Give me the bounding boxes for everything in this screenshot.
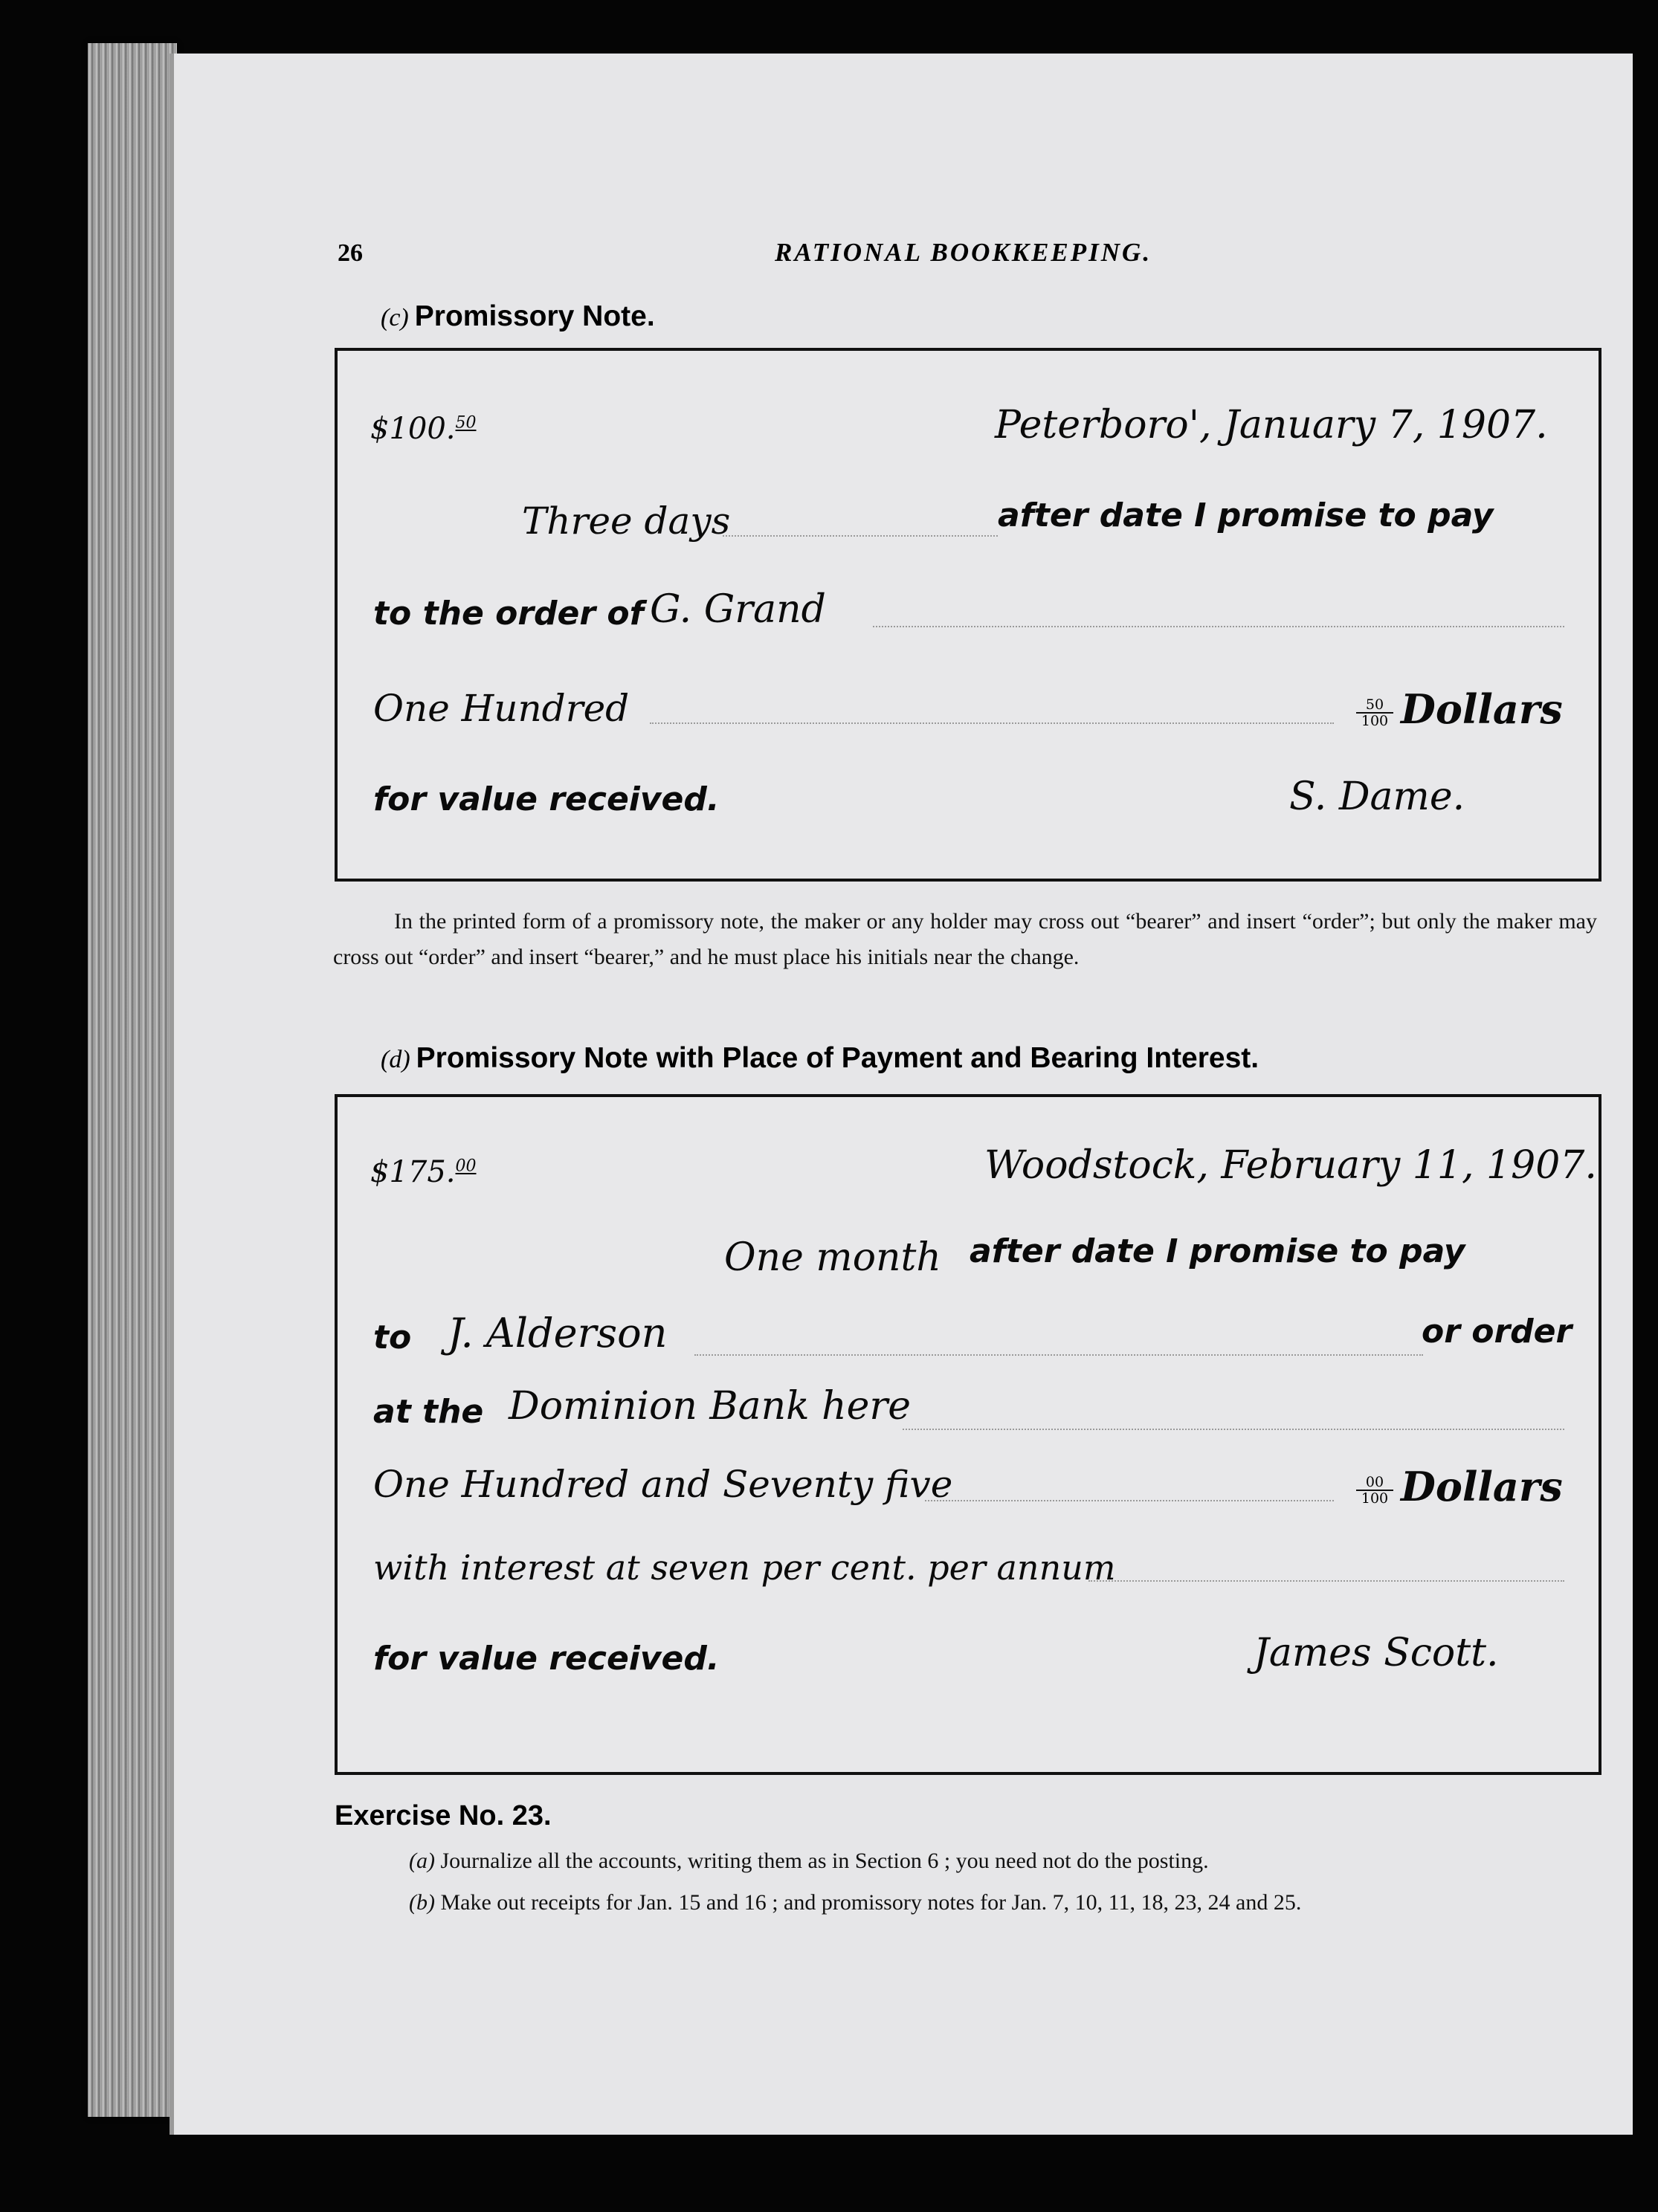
page-edges [88, 43, 177, 2117]
explanation-paragraph: In the printed form of a promissory note, the maker or any holder may cross out “bearer” and insert “order”; but only the maker may cross out “order” and insert “bearer,” and he must place his initials near the change. [333, 909, 1597, 969]
note-d-payee: J. Alderson [448, 1310, 668, 1356]
note-d-after-date: after date I promise to pay [970, 1232, 1465, 1270]
note-c-after-date: after date I promise to pay [998, 497, 1494, 534]
note-d-place-date: Woodstock, February 11, 1907. [984, 1143, 1597, 1188]
note-d-value-received: for value received. [373, 1640, 720, 1678]
note-c-signature: S. Dame. [1289, 774, 1465, 819]
note-c-payee: G. Grand [650, 587, 826, 632]
note-c-value-received: for value received. [373, 780, 720, 818]
book-page [170, 54, 1633, 2135]
note-d-signature: James Scott. [1254, 1631, 1499, 1675]
note-d-cents-fraction: $\frac{00}{100}$ [1356, 1475, 1393, 1506]
section-d-title: Promissory Note with Place of Payment and Bearing Interest. [416, 1042, 1259, 1074]
page-number: 26 [338, 239, 363, 267]
note-d-bank: Dominion Bank here [509, 1384, 912, 1429]
note-c-to-order: to the order of [373, 595, 644, 633]
note-c-place-date: Peterboro', January 7, 1907. [995, 403, 1548, 447]
section-d-heading [381, 1042, 1259, 1075]
note-c-cents-fraction: $\frac{50}{100}$ [1356, 697, 1393, 728]
section-c-heading [381, 300, 655, 333]
section-d-label: (d) [381, 1046, 410, 1073]
note-c-dollars: Dollars [1401, 685, 1563, 733]
note-c-amount: $100.50 [370, 412, 477, 446]
note-d-or-order: or order [1422, 1313, 1572, 1351]
note-d-to: to [373, 1319, 412, 1356]
section-c-label: (c) [381, 304, 409, 332]
section-c-title: Promissory Note. [414, 300, 655, 332]
exercise-item-b: (b) Make out receipts for Jan. 15 and 16 ; and promissory notes for Jan. 7, 10, 11, 18, 23, 24 and 25. [409, 1890, 1302, 1915]
note-d-interest: with interest at seven per cent. per annum [373, 1548, 1116, 1588]
note-d-at-the: at the [373, 1393, 484, 1431]
promissory-note-d [335, 1094, 1601, 1775]
note-c-term: Three days [522, 499, 731, 543]
exercise-item-a: (a) Journalize all the accounts, writing them as in Section 6 ; you need not do the posting. [409, 1849, 1209, 1873]
note-d-term: One month [724, 1235, 941, 1280]
promissory-note-c [335, 348, 1601, 882]
note-d-dollars: Dollars [1401, 1463, 1563, 1510]
running-title: RATIONAL BOOKKEEPING. [775, 238, 1152, 267]
note-c-amount-words: One Hundred [373, 687, 630, 730]
exercise-title: Exercise No. 23. [335, 1800, 552, 1831]
note-d-amount-words: One Hundred and Seventy five [373, 1463, 953, 1506]
note-d-amount: $175.00 [370, 1155, 477, 1189]
